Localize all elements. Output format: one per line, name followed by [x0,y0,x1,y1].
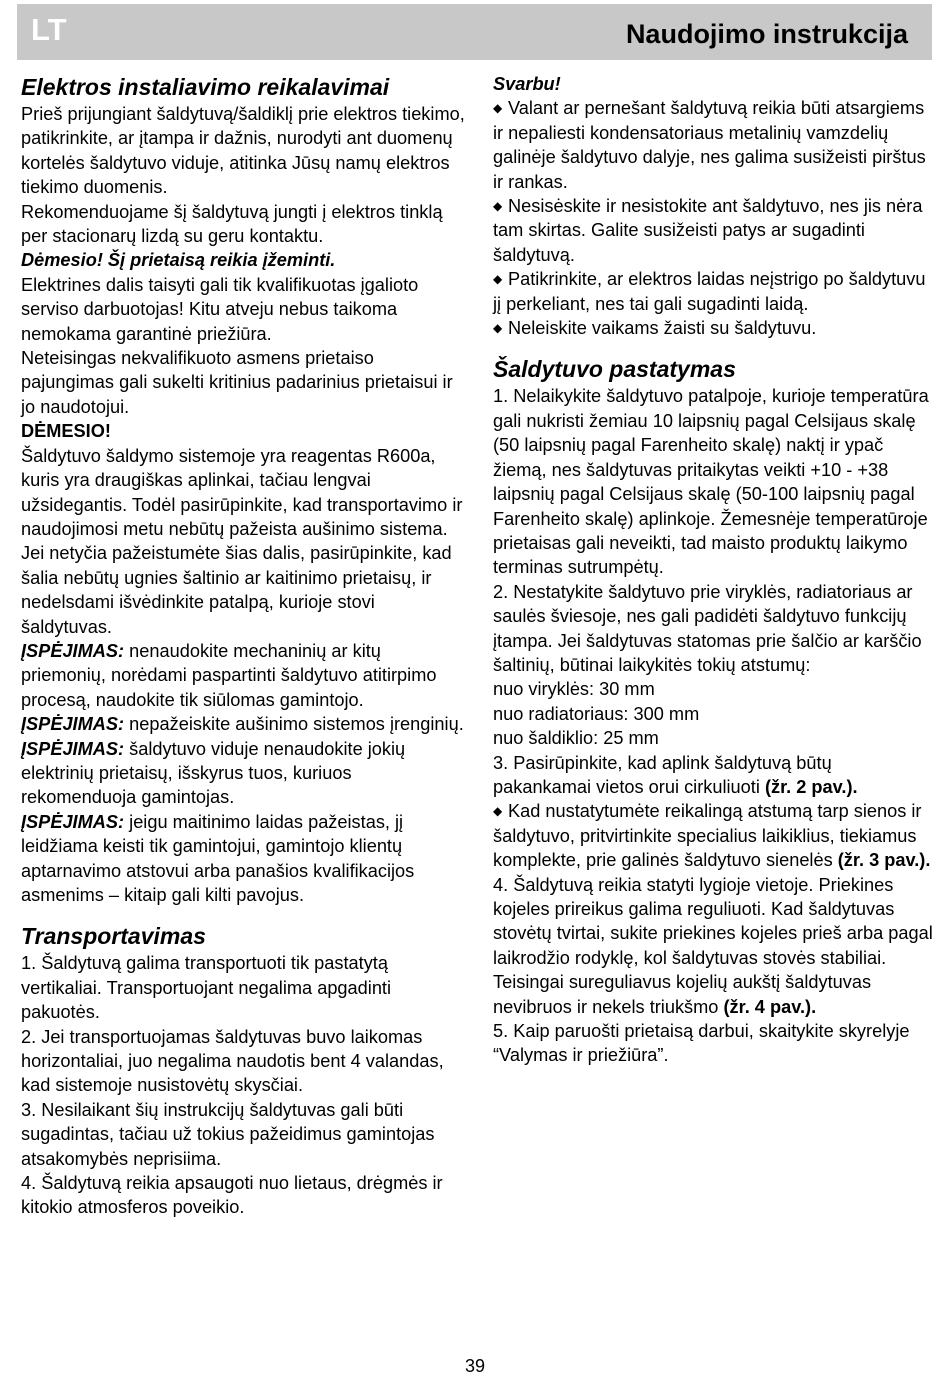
paragraph: Elektrines dalis taisyti gali tik kvalifikuotas įgalioto serviso darbuotojas! Kitu atveju nebus taikoma nemokama garantinė priežiūra. [21,274,419,344]
warning-item [21,737,467,810]
diamond-bullet-icon: ◆ [493,101,503,116]
paragraph: Prieš prijungiant šaldytuvą/šaldiklį prie elektros tiekimo, patikrinkite, ar įtampa ir dažnis, nurodyti ant duomenų kortelės šaldytuvo viduje, atitinka Jūsų namų elektros tiekimo duomenis. [21,104,465,198]
bullet-item [493,194,933,267]
list-item: 4. Šaldytuvą reikia statyti lygioje vietoje. Priekines kojeles prireikus galima reguliuoti. Kad šaldytuvas stovėtų tvirtai, sukite priekines kojeles prieš arba pagal laikrodžio rodyklę, kol šaldytuvas stovės stabiliai. [493,874,933,968]
figure-reference: (žr. 3 pav.). [837,850,931,871]
important-label: Svarbu! [493,74,561,94]
distance-radiator: nuo radiatoriaus: 300 mm [493,703,700,724]
list-item: 2. Jei transportuojamas šaldytuvas buvo laikomas horizontaliai, juo negalima naudotis bent 4 valandas, kad sistemoje nusistovėtų skysčiai. [21,1026,444,1096]
warning-label: ĮSPĖJIMAS: [21,640,125,661]
bullet-item [493,316,933,340]
list-item: 3. Nesilaikant šių instrukcijų šaldytuvas gali būti sugadintas, tačiau už tokius pažeidimus gamintojas atsakomybės neprisiima. [21,1099,435,1169]
page-header [17,4,932,60]
bullet-text: Kad nustatytumėte reikalingą atstumą tarp sienos ir šaldytuvo, pritvirtinkite specialius laikiklius, tiekiamus komplekte, prie galinės šaldytuvo sienelės [493,801,922,871]
bullet-item [493,799,933,872]
bullet-text: Neleiskite vaikams žaisti su šaldytuvu. [508,318,817,339]
warning-label: ĮSPĖJIMAS: [21,714,125,735]
list-item: 4. Šaldytuvą reikia apsaugoti nuo lietaus, drėgmės ir kitokio atmosferos poveikio. [21,1173,443,1218]
diamond-bullet-icon: ◆ [493,272,503,287]
warning-item [21,639,467,712]
warning-label: ĮSPĖJIMAS: [21,811,125,832]
section-heading-electrical: Elektros instaliavimo reikalavimai [21,74,390,100]
bullet-item [493,96,933,194]
paragraph-text: Teisingai sureguliavus kojelių aukštį šaldytuvas nevibruos ir nekels triukšmo [493,972,872,1017]
paragraph: Rekomenduojame šį šaldytuvą jungti į elektros tinklą per stacionarų lizdą su geru kontaktu. [21,201,443,247]
attention-label: DĖMESIO! [21,421,111,442]
right-column [493,72,933,1068]
bullet-text: Valant ar pernešant šaldytuvą reikia būti atsargiems ir nepaliesti kondensatoriaus metalinių vamzdelių galinėje šaldytuvo dalyje, nes galima susižeisti pirštus ir rankas. [493,98,926,192]
warning-item [21,712,467,736]
paragraph: Šaldytuvo šaldymo sistemoje yra reagentas R600a, kuris yra draugiškas aplinkai, tačiau lengvai užsidegantis. Todėl pasirūpinkite, kad transportavimo ir naudojimosi metu nebūtų pažeista aušinimo sistema. Jei netyčia pažeistumėte šias dalis, pasirūpinkite, kad šalia nebūtų ugnies šaltinio ar kaitinimo prietaisų, ir nedelsdami išvėdinkite patalpą, kurioje stovi šaldytuvas. [21,445,463,637]
manual-title: Naudojimo instrukcija [625,19,908,49]
warning-text: jeigu maitinimo laidas pažeistas, jį leidžiama keisti tik gamintojui, gamintojo klientų aptarnavimo atstovui arba panašios kvalifikacijos asmenims – kitaip gali kilti pavojus. [21,811,415,905]
diamond-bullet-icon: ◆ [493,321,503,336]
section-heading-placement: Šaldytuvo pastatymas [493,356,736,383]
grounding-warning: Dėmesio! Šį prietaisą reikia įžeminti. [21,250,336,271]
warning-text: šaldytuvo viduje nenaudokite jokių elektrinių prietaisų, išskyrus tuos, kuriuos rekomenduoja gamintojas. [21,738,406,808]
list-item: 1. Nelaikykite šaldytuvo patalpoje, kurioje temperatūra gali nukristi žemiau 10 laipsnių pagal Celsijaus skalę (50 laipsnių pagal Farenheito skalę) naktį ir ypač žiemą, nes šaldytuvas pritaikytas veikti +10 - +38 laipsnių pagal Celsijaus skalę (50-100 laipsnių pagal Farenheito skalę) aplinkoje. Žemesnėje temperatūroje prietaisas gali neveikti, tad maisto produktų laikymo terminas sutrumpėtų. [493,386,929,578]
section-heading-transport: Transportavimas [21,923,206,950]
paragraph [493,970,933,1019]
diamond-bullet-icon: ◆ [493,199,503,214]
list-item-text: 3. Pasirūpinkite, kad aplink šaldytuvą būtų pakankamai vietos orui cirkuliuoti [493,752,832,797]
left-column [21,72,467,1220]
bullet-text: Patikrinkite, ar elektros laidas neįstrigo po šaldytuvu jį perkeliant, nes tai gali sugadinti laidą. [493,269,926,314]
page-number: 39 [464,1356,486,1376]
paragraph: Neteisingas nekvalifikuoto asmens prietaiso pajungimas gali sukelti kritinius padarinius prietaisui ir jo naudotojui. [21,348,453,417]
figure-reference: (žr. 2 pav.). [764,776,858,797]
list-item: 2. Nestatykite šaldytuvo prie viryklės, radiatoriaus ar saulės šviesoje, nes gali padidėti šaldytuvo funkcijų įtampa. Jei šaldytuvas statomas prie šalčio ar karščio šaltinių, būtinai laikykitės tokių atstumų: [493,581,922,675]
distance-stove: nuo viryklės: 30 mm [493,679,655,700]
list-item: 1. Šaldytuvą galima transportuoti tik pastatytą vertikaliai. Transportuojant negalima apgadinti pakuotės. [21,953,392,1023]
warning-label: ĮSPĖJIMAS: [21,738,125,759]
language-code: LT [31,12,67,47]
diamond-bullet-icon: ◆ [493,804,503,819]
list-item: 5. Kaip paruošti prietaisą darbui, skaitykite skyrelyje “Valymas ir priežiūra”. [493,1021,910,1066]
bullet-text: Nesisėskite ir nesistokite ant šaldytuvo, nes jis nėra tam skirtas. Galite susižeisti patys ar sugadinti šaldytuvą. [493,196,923,265]
warning-text: nenaudokite mechaninių ar kitų priemonių, norėdami paspartinti šaldytuvo atitirpimo procesą, naudokite tik siūlomas gamintojo. [21,640,437,710]
warning-text: nepažeiskite aušinimo sistemos įrenginių. [124,714,464,735]
figure-reference: (žr. 4 pav.). [723,996,817,1017]
bullet-item [493,267,933,316]
distance-freezer: nuo šaldiklio: 25 mm [493,728,659,749]
warning-item [21,810,467,908]
list-item [493,751,933,800]
